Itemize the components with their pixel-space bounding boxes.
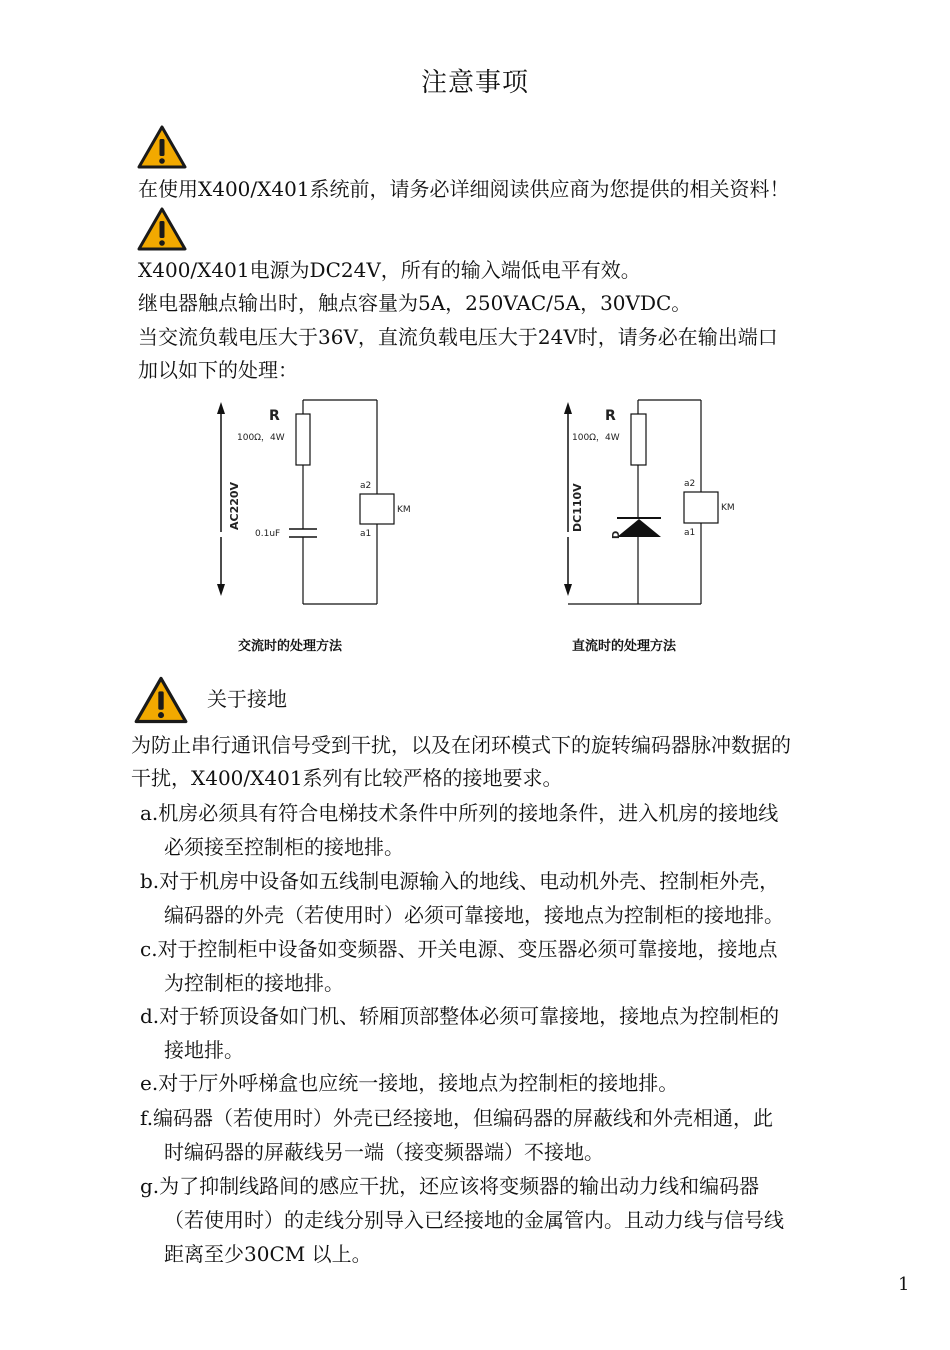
grounding-item [140,1169,784,1271]
grounding-item-line: 时编码器的屏蔽线另一端（接变频器端）不接地。 [164,1140,604,1164]
grounding-item [140,796,778,864]
power-line-4: 加以如下的处理： [138,358,298,382]
grounding-intro-line-2: 干扰，X400/X401系列有比较严格的接地要求。 [131,766,563,790]
dc-caption: 直流时的处理方法 [572,639,677,654]
dc-coil-top: a2 [684,479,696,489]
grounding-item-line: 为控制柜的接地排。 [164,971,344,995]
grounding-item-line: d.对于轿顶设备如门机、轿厢顶部整体必须可靠接地，接地点为控制柜的 [140,1004,780,1028]
grounding-item-line: g.为了抑制线路间的感应干扰，还应该将变频器的输出动力线和编码器 [140,1174,760,1198]
warning-triangle-icon [136,206,188,252]
ac-coil-top: a2 [360,481,372,491]
grounding-item-line: 编码器的外壳（若使用时）必须可靠接地，接地点为控制柜的接地排。 [164,903,784,927]
grounding-item-line: a.机房必须具有符合电梯技术条件中所列的接地条件，进入机房的接地线 [140,801,779,825]
grounding-item-line: 接地排。 [164,1038,244,1062]
dc-source-label: DC110V [571,483,584,532]
circuit-diagrams [205,392,735,662]
warning-triangle-icon [133,675,189,725]
ac-coil [360,494,394,524]
page-number: 1 [898,1274,910,1295]
power-line-1: X400/X401电源为DC24V，所有的输入端低电平有效。 [138,258,641,282]
dc-diode-label: D [611,530,622,539]
ac-coil-bottom: a1 [360,529,372,539]
grounding-item [140,1101,773,1169]
dc-diode [617,519,661,537]
dc-coil-bottom: a1 [684,528,696,538]
intro-warning-text: 在使用X400/X401系统前，请务必详细阅读供应商为您提供的相关资料！ [138,177,790,201]
ac-resistor-label: R [269,408,280,424]
dc-coil-label: KM [721,503,735,513]
dc-resistor-value: 100Ω，4W [572,433,620,443]
ac-circuit [217,400,411,604]
grounding-item-line: 距离至少30CM 以上。 [164,1242,372,1266]
dc-resistor-label: R [605,408,616,424]
power-line-3: 当交流负载电压大于36V，直流负载电压大于24V时，请务必在输出端口 [138,325,778,349]
dc-circuit [564,400,735,604]
grounding-item [140,1066,678,1100]
ac-coil-label: KM [397,505,411,515]
grounding-item-line: c.对于控制柜中设备如变频器、开关电源、变压器必须可靠接地，接地点 [140,937,778,961]
ac-capacitor-value: 0.1uF [255,529,281,539]
grounding-item-line: 必须接至控制柜的接地排。 [164,835,404,859]
ac-caption: 交流时的处理方法 [238,639,343,654]
ac-source-label: AC220V [228,481,241,530]
page-title: 注意事项 [420,68,529,98]
grounding-item [140,864,784,932]
ac-resistor-value: 100Ω，4W [237,433,285,443]
dc-coil [684,492,718,523]
grounding-item-line: e.对于厅外呼梯盒也应统一接地，接地点为控制柜的接地排。 [140,1071,679,1095]
power-line-2: 继电器触点输出时，触点容量为5A，250VAC/5A，30VDC。 [138,291,692,315]
grounding-item [140,999,779,1067]
grounding-intro-line-1: 为防止串行通讯信号受到干扰，以及在闭环模式下的旋转编码器脉冲数据的 [131,733,791,757]
warning-triangle-icon [136,124,188,170]
grounding-item-line: （若使用时）的走线分别导入已经接地的金属管内。且动力线与信号线 [164,1208,784,1232]
grounding-heading: 关于接地 [207,687,287,711]
dc-resistor [631,414,646,465]
ac-resistor [296,414,310,465]
grounding-item-line: b.对于机房中设备如五线制电源输入的地线、电动机外壳、控制柜外壳， [140,869,780,893]
grounding-item-line: f.编码器（若使用时）外壳已经接地，但编码器的屏蔽线和外壳相通，此 [140,1106,774,1130]
grounding-item [140,932,778,1000]
